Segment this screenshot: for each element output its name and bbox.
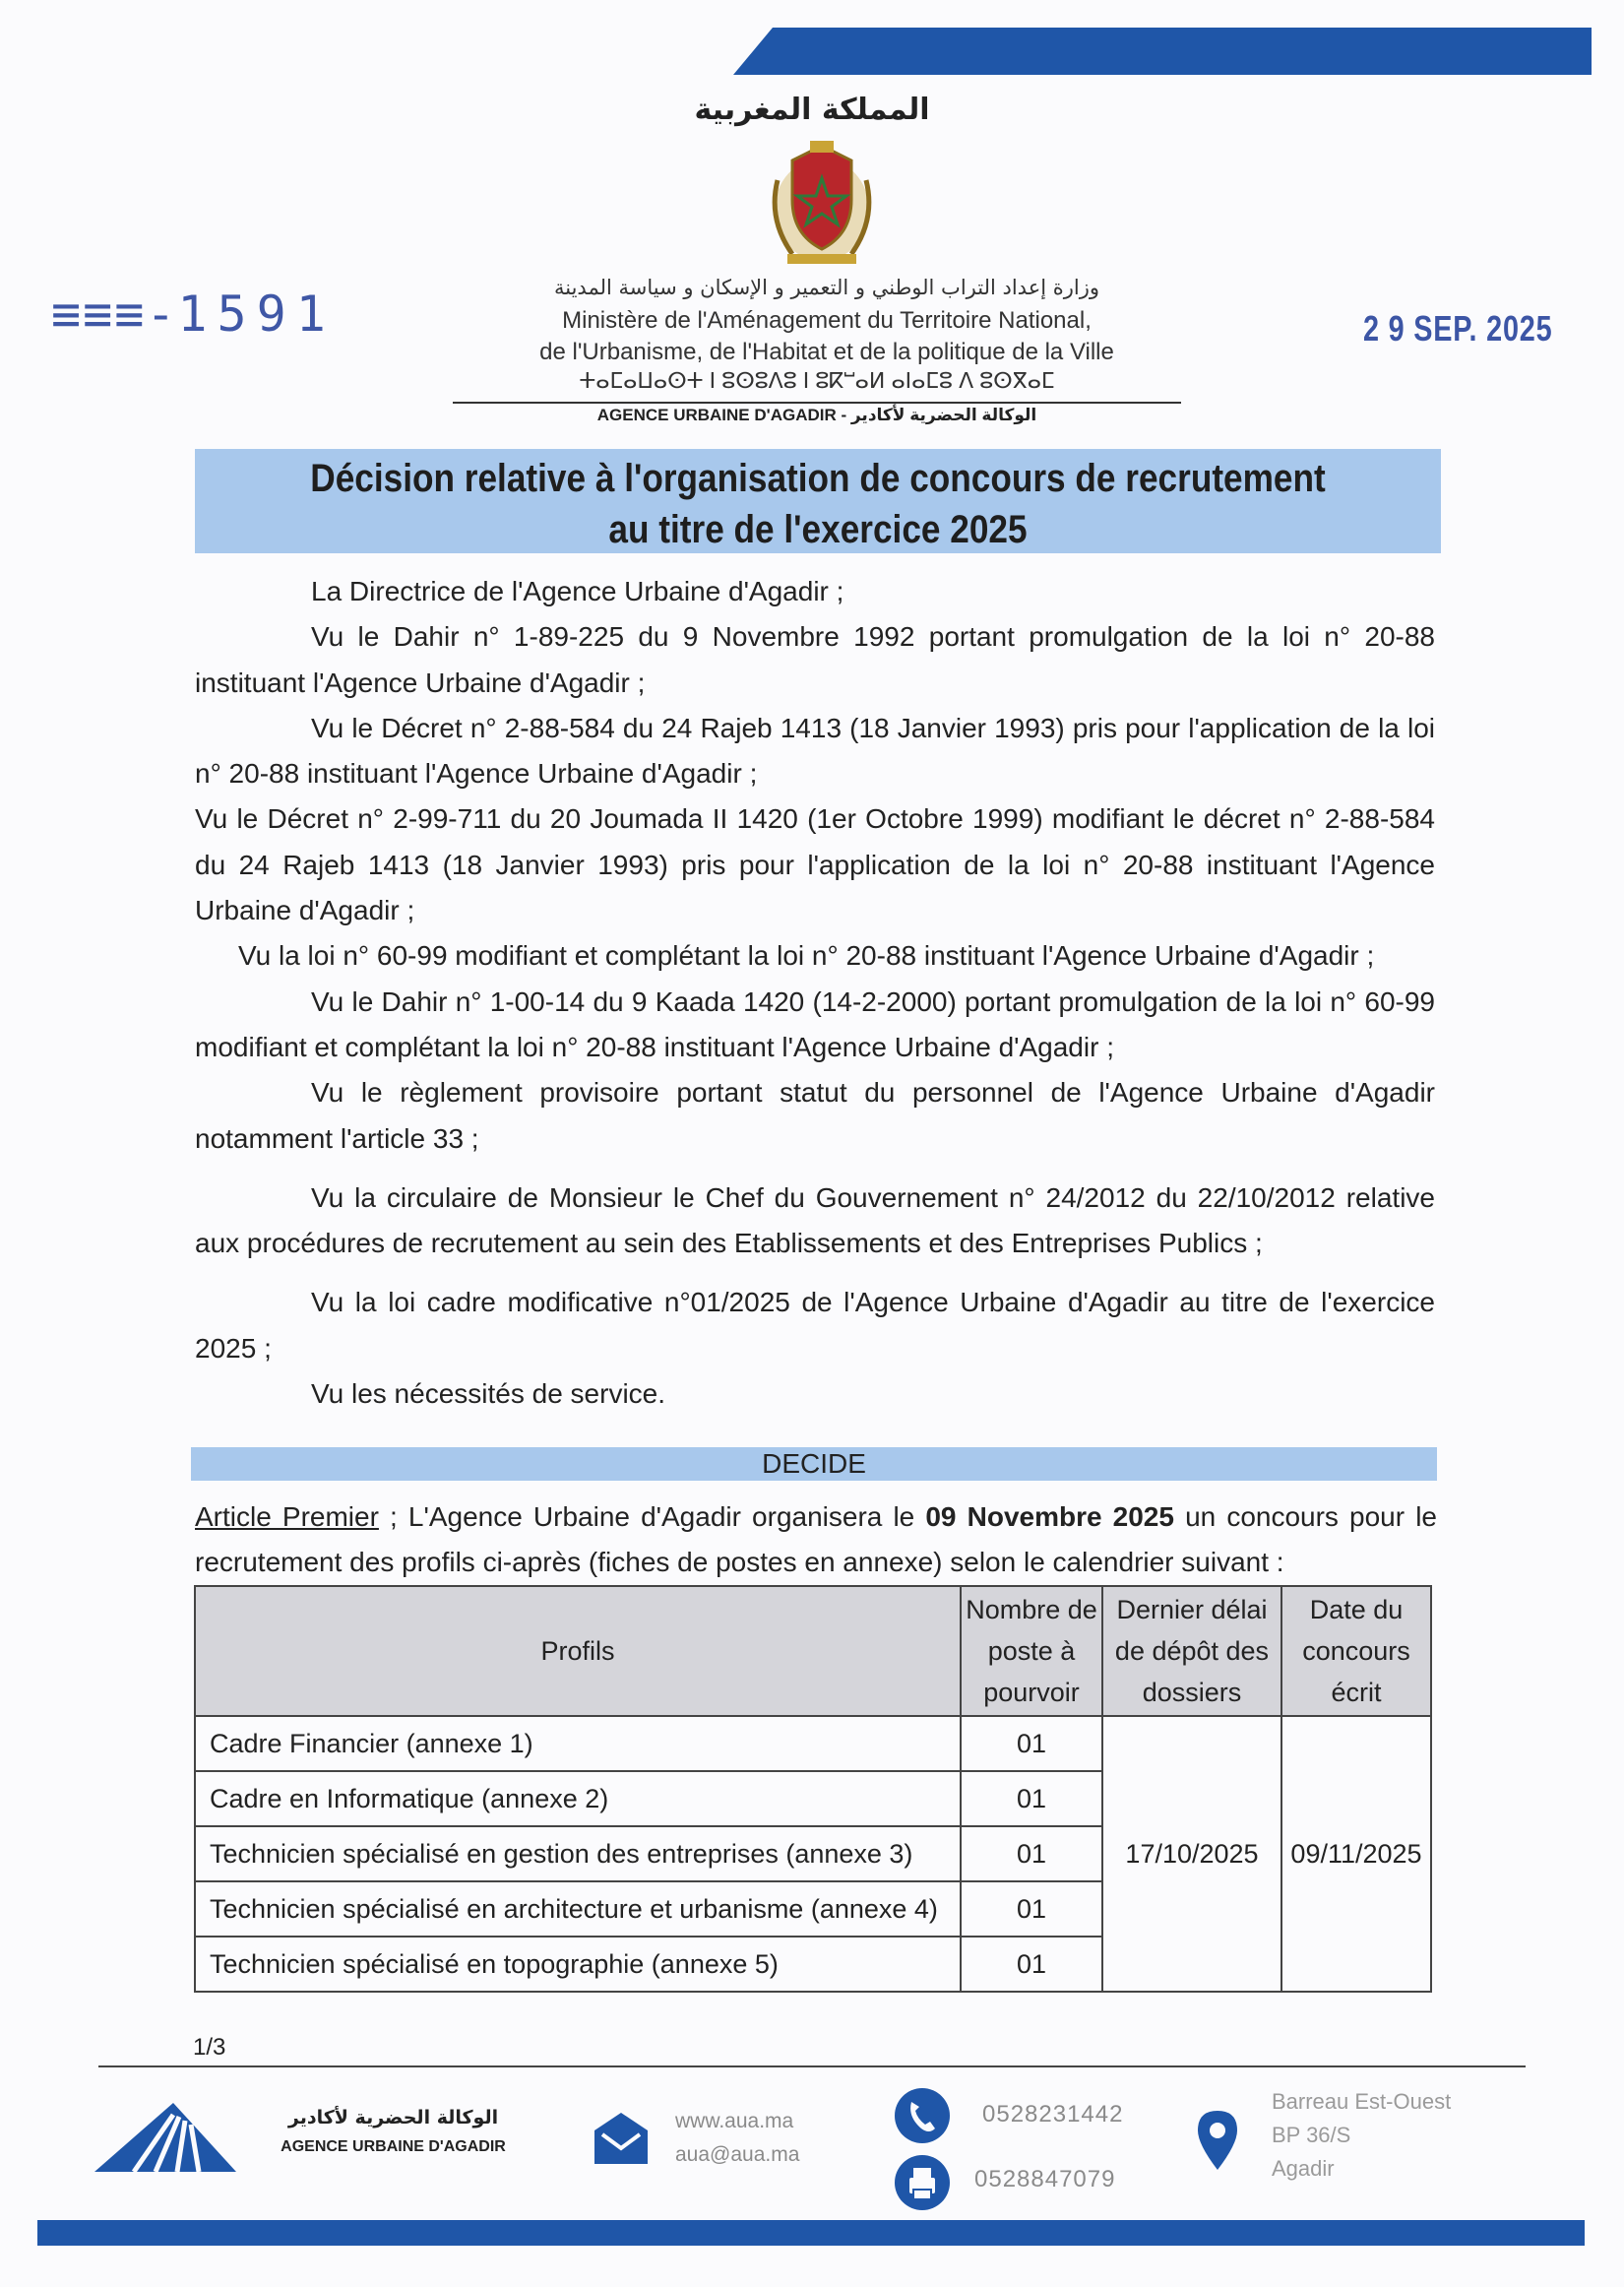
ministry-name-french	[433, 305, 1220, 368]
nombre-cell: 01	[961, 1771, 1102, 1826]
nombre-cell: 01	[961, 1716, 1102, 1771]
profil-cell: Cadre en Informatique (annexe 2)	[195, 1771, 961, 1826]
exam-date-cell: 09/11/2025	[1281, 1716, 1431, 1992]
address-line2: BP 36/S	[1272, 2123, 1351, 2147]
deadline-cell: 17/10/2025	[1102, 1716, 1281, 1992]
footer-blue-band	[37, 2220, 1585, 2246]
fax-icon	[894, 2154, 951, 2211]
article-text-before: ; L'Agence Urbaine d'Agadir organisera le	[378, 1501, 926, 1532]
title-line2: au titre de l'exercice 2025	[608, 508, 1028, 551]
footer-website[interactable]: www.aua.ma	[675, 2110, 794, 2132]
mail-icon	[591, 2109, 652, 2168]
preamble-loi-cadre: Vu la loi cadre modificative n°01/2025 de l'Agence Urbaine d'Agadir au titre de l'exercice 2025 ;	[195, 1287, 1435, 1364]
ministry-fr-line1: Ministère de l'Aménagement du Territoire National,	[562, 307, 1092, 334]
footer-fax: 0528847079	[974, 2166, 1116, 2192]
preamble-necessites: Vu les nécessités de service.	[311, 1378, 666, 1410]
location-pin-icon	[1196, 2109, 1239, 2172]
preamble-circulaire: Vu la circulaire de Monsieur le Chef du Gouvernement n° 24/2012 du 22/10/2012 relative aux procédures de recrutement au sein des Etablissements et des Entreprises Publics ;	[195, 1181, 1435, 1259]
preamble-loi-60-99: Vu la loi n° 60-99 modifiant et complétant la loi n° 20-88 instituant l'Agence Urbaine d'Agadir ;	[238, 940, 1375, 972]
recruitment-table	[194, 1585, 1432, 1993]
header-delai: Dernier délai de dépôt des dossiers	[1102, 1586, 1281, 1716]
article-text-after: un concours pour le recrutement des profils ci-après (fiches de postes en annexe) selon le calendrier suivant :	[195, 1501, 1437, 1577]
preamble-decret-1999: Vu le Décret n° 2-99-711 du 20 Joumada II 1420 (1er Octobre 1999) modifiant le décret n° 2-88-584 du 24 Rajeb 1413 (18 Janvier 1993) pris pour l'application de la loi n° 20-88 instituant l'Agence Urbaine d'Agadir ;	[195, 803, 1435, 926]
ministry-name-tifinagh: ⵜⴰⵎⴰⵡⴰⵙⵜ ⵏ ⵓⵙⵓⴷⵓ ⵏ ⵓⴽⵯⴰⵍ ⴰⵏⴰⵎⵓ ⴷ ⵓⵙⴳⴰⵎ	[579, 368, 1055, 393]
ministry-fr-line2: de l'Urbanisme, de l'Habitat et de la politique de la Ville	[539, 339, 1114, 365]
preamble-dahir-2000: Vu le Dahir n° 1-00-14 du 9 Kaada 1420 (14-2-2000) portant promulgation de la loi n° 60-99 modifiant et complétant la loi n° 20-88 instituant l'Agence Urbaine d'Agadir ;	[195, 985, 1435, 1062]
table-row	[195, 1716, 1431, 1771]
nombre-cell: 01	[961, 1937, 1102, 1992]
header-profils: Profils	[195, 1586, 961, 1716]
profil-cell: Technicien spécialisé en gestion des entreprises (annexe 3)	[195, 1826, 961, 1881]
preamble-directrice: La Directrice de l'Agence Urbaine d'Agadir ;	[311, 576, 844, 606]
kingdom-title-arabic: المملكة المغربية	[694, 93, 930, 127]
phone-icon	[894, 2087, 951, 2144]
page-number: 1/3	[193, 2034, 226, 2061]
date-stamp: 2 9 SEP. 2025	[1363, 308, 1553, 349]
ministry-name-arabic: وزارة إعداد التراب الوطني و التعمير و الإسكان و سياسة المدينة	[553, 276, 1100, 299]
header-date-concours: Date du concours écrit	[1281, 1586, 1431, 1716]
profil-cell: Cadre Financier (annexe 1)	[195, 1716, 961, 1771]
address-line3: Agadir	[1272, 2156, 1335, 2181]
reference-number-stamp: ≡≡≡-1591	[51, 286, 336, 343]
decision-title	[270, 453, 1366, 555]
footer-address	[1272, 2085, 1451, 2186]
footer-email[interactable]: aua@aua.ma	[675, 2143, 800, 2166]
profil-cell: Technicien spécialisé en architecture et urbanisme (annexe 4)	[195, 1881, 961, 1937]
address-line1: Barreau Est-Ouest	[1272, 2089, 1452, 2114]
preamble-dahir-1992: Vu le Dahir n° 1-89-225 du 9 Novembre 1992 portant promulgation de la loi n° 20-88 instituant l'Agence Urbaine d'Agadir ;	[195, 621, 1435, 698]
header-blue-band	[733, 28, 1592, 75]
footer-agency-french: AGENCE URBAINE D'AGADIR	[281, 2138, 506, 2155]
header-nombre: Nombre de poste à pourvoir	[961, 1586, 1102, 1716]
royal-emblem-icon	[763, 141, 881, 269]
decide-heading: DECIDE	[762, 1448, 866, 1479]
preamble-text	[195, 569, 1435, 1417]
footer-divider	[98, 2065, 1526, 2067]
nombre-cell: 01	[961, 1881, 1102, 1937]
title-line1: Décision relative à l'organisation de concours de recrutement	[310, 457, 1326, 500]
footer-phone[interactable]: 0528231442	[982, 2101, 1124, 2128]
article-date: 09 Novembre 2025	[925, 1501, 1174, 1532]
nombre-cell: 01	[961, 1826, 1102, 1881]
footer-web	[675, 2105, 799, 2172]
preamble-decret-1993: Vu le Décret n° 2-88-584 du 24 Rajeb 1413 (18 Janvier 1993) pris pour l'application de la loi n° 20-88 instituant l'Agence Urbaine d'Agadir ;	[195, 712, 1435, 790]
article-label: Article Premier	[195, 1501, 379, 1532]
agency-name-line: AGENCE URBAINE D'AGADIR - الوكالة الحضرية لأكادير	[453, 402, 1181, 425]
footer-agency-arabic: الوكالة الحضرية لأكادير	[287, 2107, 499, 2128]
agency-logo-icon	[94, 2095, 236, 2174]
profil-cell: Technicien spécialisé en topographie (annexe 5)	[195, 1937, 961, 1992]
article-premier	[195, 1494, 1437, 1585]
preamble-reglement: Vu le règlement provisoire portant statut du personnel de l'Agence Urbaine d'Agadir notamment l'article 33 ;	[195, 1077, 1435, 1154]
table-header-row	[195, 1586, 1431, 1716]
